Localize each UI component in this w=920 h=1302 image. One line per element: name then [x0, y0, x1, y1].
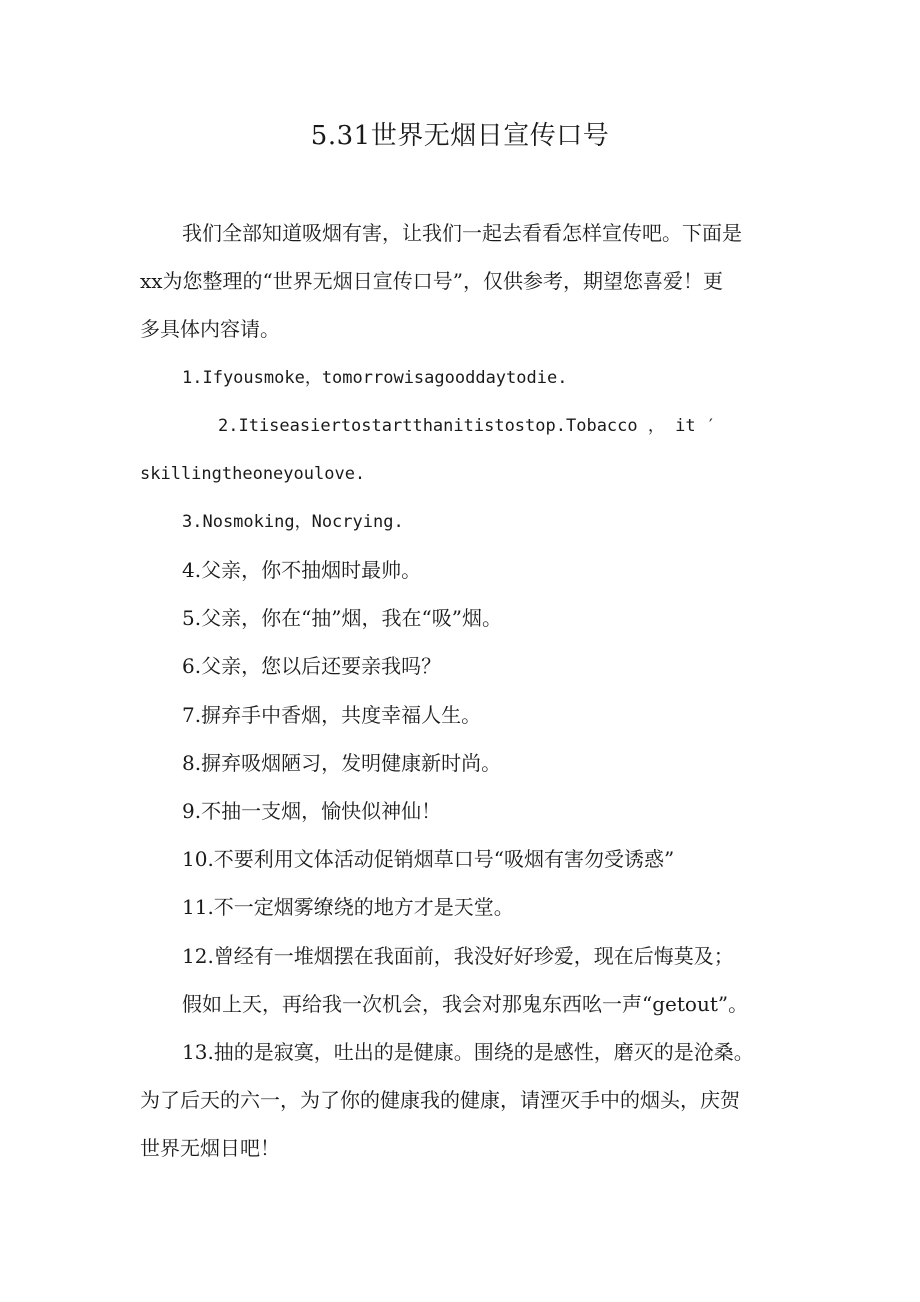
- slogan-12-line-1: 12.曾经有一堆烟摆在我面前，我没好好珍爱，现在后悔莫及；: [182, 944, 734, 968]
- document-title: 5.31世界无烟日宣传口号: [310, 121, 610, 151]
- slogan-2-line-2: skillingtheoneyoulove.: [140, 464, 366, 484]
- slogan-12-line-2: 假如上天，再给我一次机会，我会对那鬼东西吆一声“getout”。: [182, 992, 749, 1016]
- slogan-13-line-1: 13.抽的是寂寞，吐出的是健康。围绕的是感性，磨灭的是沧桑。: [182, 1040, 754, 1064]
- slogan-1: 1.Ifyousmoke，tomorrowisagooddaytodie.: [182, 368, 568, 388]
- slogan-13-line-2: 为了后天的六一，为了你的健康我的健康，请湮灭手中的烟头，庆贺: [140, 1088, 740, 1112]
- slogan-11: 11.不一定烟雾缭绕的地方才是天堂。: [182, 895, 514, 919]
- slogan-4: 4.父亲，你不抽烟时最帅。: [182, 558, 422, 582]
- slogan-2-line-1: 2.Itiseasiertostartthanitistostop.Tobacco ， it ′: [218, 416, 717, 436]
- intro-line-3: 多具体内容请。: [140, 317, 280, 341]
- slogan-7: 7.摒弃手中香烟，共度幸福人生。: [182, 703, 482, 727]
- slogan-3: 3.Nosmoking，Nocrying.: [182, 512, 404, 532]
- slogan-5: 5.父亲，你在“抽”烟，我在“吸”烟。: [182, 606, 502, 630]
- intro-line-1: 我们全部知道吸烟有害，让我们一起去看看怎样宣传吧。下面是: [182, 221, 742, 245]
- slogan-6: 6.父亲，您以后还要亲我吗？: [182, 654, 442, 678]
- slogan-9: 9.不抽一支烟，愉快似神仙！: [182, 799, 442, 823]
- slogan-13-line-3: 世界无烟日吧！: [140, 1136, 280, 1160]
- intro-line-2: xx为您整理的“世界无烟日宣传口号”，仅供参考，期望您喜爱！更: [140, 269, 724, 293]
- slogan-10: 10.不要利用文体活动促销烟草口号“吸烟有害勿受诱惑”: [182, 847, 675, 871]
- slogan-8: 8.摒弃吸烟陋习，发明健康新时尚。: [182, 751, 502, 775]
